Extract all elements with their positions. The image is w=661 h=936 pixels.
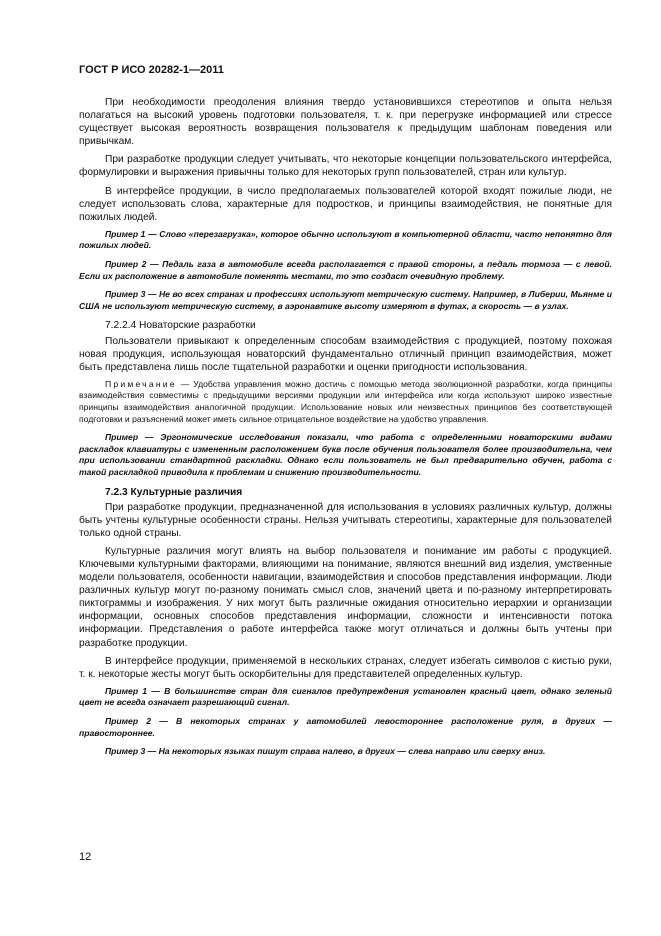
example: Пример 3 — На некоторых языках пишут справа налево, в других — слева направо или сверху вниз. — [105, 746, 546, 757]
example: Пример 3 — Не во всех странах и профессиях используют метрическую систему. Например, в Либерии, Мьянме и США не используют метрическую систему, в аэронавтике высоту измеряют в футах, а скорость — в узлах. — [79, 289, 612, 311]
section-heading-7-2-2-4: 7.2.2.4 Новаторские разработки — [105, 320, 256, 332]
document-header: ГОСТ Р ИСО 20282-1—2011 — [79, 64, 224, 76]
paragraph: В интерфейсе продукции, в число предполагаемых пользователей которой входят пожилые люди, не следует использовать слова, характерные для подростков, и принципы взаимодействия, не понятные для пожилых людей. — [79, 185, 612, 223]
paragraph: При разработке продукции следует учитывать, что некоторые концепции пользовательского интерфейса, формулировки и выражения привычны только для некоторых групп пользователей, стран или культур. — [79, 154, 612, 179]
paragraph: При разработке продукции, предназначенной для использования в условиях различных культур, должны быть учтены культурные особенности страны. Нельзя учитывать стереотипы, характерные для пользователей только одной страны. — [79, 501, 612, 539]
example: Пример 2 — Педаль газа в автомобиле всегда располагается с правой стороны, а педаль тормоза — с левой. Если их расположение в автомобиле поменять местами, то это создаст очевидную проблему. — [79, 259, 612, 281]
page-number: 12 — [79, 851, 92, 863]
paragraph: В интерфейсе продукции, применяемой в нескольких странах, следует избегать символов с кистью руки, т. к. некоторые жесты могут быть оскорбительны для представителей определенных культур. — [79, 655, 612, 680]
example: Пример 2 — В некоторых странах у автомобилей левостороннее расположение руля, в других — правостороннее. — [79, 716, 612, 738]
example: Пример 1 — В большинстве стран для сигналов предупреждения установлен красный цвет, однако зеленый цвет не всегда означает разрешающий сигнал. — [79, 685, 612, 708]
example: Пример — Эргономические исследования показали, что работа с определенными новаторскими видами раскладок клавиатуры с измененным расположением букв после обучения пользователя более производительна, чем при использовании стандартной раскладки. Однако если пользователь не был предварительно обучен, работа с такой раскладкой приводила к проблемам и снижению производительности. — [79, 432, 612, 477]
page-content — [79, 96, 612, 765]
section-heading-7-2-3: 7.2.3 Культурные различия — [105, 486, 243, 498]
note-label: Примечание — [105, 378, 177, 389]
paragraph: Культурные различия могут влиять на выбор пользователя и понимание им работы с продукцией. Ключевыми культурными факторами, влияющими на понимание, являются внешний вид изделия, умственные модели пользователя, особенности навигации, взаимодействия и способов представления информации. Люди различных культур могут по-разному понимать смысл слов, значений цвета и по-разному интерпретировать пиктограммы и изображения. У них могут быть различные ожидания относительно иерархии и организации информации, основных способов представления информации, сложности и интенсивности потока информации. Представления о работе интерфейса также могут отличаться и должны быть учтены при разработке продукции. — [79, 545, 612, 649]
example: Пример 1 — Слово «перезагрузка», которое обычно используют в компьютерной области, часто непонятно для пожилых людей. — [79, 228, 612, 251]
paragraph: При необходимости преодоления влияния твердо установившихся стереотипов и опыта нельзя полагаться на высокий уровень подготовки пользователя, т. к. при перегрузке информацией или стрессе существует высокая вероятность возвращения пользователя к предыдущим шаблонам поведения или привычкам. — [79, 97, 612, 148]
note — [79, 379, 612, 425]
note-text: — Удобства управления можно достичь с помощью метода эволюционной разработки, когда принципы взаимодействия совместимы с предыдущими версиями продукции или интерфейса или когда используют широко известные принципы взаимодействия аналогичной продукции. Использование новых или неизвестных принципов без соответствующей подготовки и разъяснений может иметь сильное отрицательное воздействие на удобство управления. — [79, 378, 612, 424]
paragraph: Пользователи привыкают к определенным способам взаимодействия с продукцией, поэтому похожая новая продукция, использующая новаторский фундаментально отличный принцип взаимодействия, может быть представлена лишь после тщательной разработки и оценки пригодности использования. — [79, 335, 612, 373]
